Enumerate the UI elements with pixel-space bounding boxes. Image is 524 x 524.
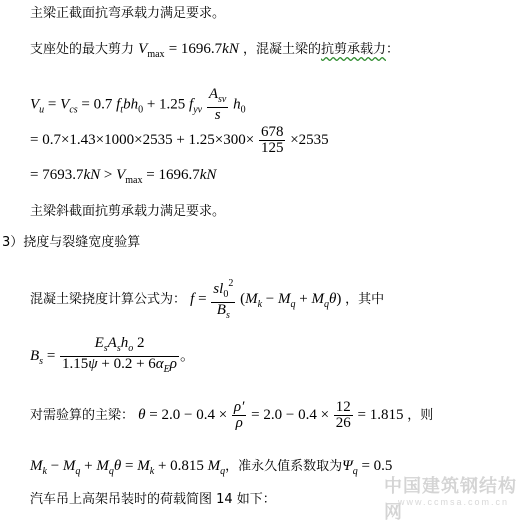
equation-stiffness-bs: $B_s$ = $\frac{E_sA_sh_o 2}{1.15\psi + 0.2 + 6\alpha_E\rho}$ 。 xyxy=(30,335,195,375)
text-deflection-formula: 混凝土梁挠度计算公式为： f = $\frac{sl_0^2}{B_s}$ $(M_k - M_q + M_q\theta)$ ，其中 xyxy=(30,278,385,321)
equation-shear-result: = $7693.7kN > V_{max} = 1696.7kN$ xyxy=(30,167,217,186)
text-flexure-ok: 主梁正截面抗弯承载力满足要求。 xyxy=(30,6,226,21)
text-load-diagram-caption: 汽车吊上高架吊装时的荷载简图 14 如下： xyxy=(30,492,276,507)
equation-shear-substitution: = 0.7×1.43×1000×2535 + 1.25×300× $\frac{678}{125}$ ×2535 xyxy=(30,124,329,156)
text-shear-ok: 主梁斜截面抗剪承载力满足要求。 xyxy=(30,204,226,219)
watermark-url: www.ccmsa.com.cn xyxy=(398,497,510,507)
watermark-cn: 中国建筑钢结构网 xyxy=(384,476,517,523)
equation-shear-capacity: $V_u = V_{cs} = 0.7$ $f_tbh_0 + 1.25$ $f_{yv}$ $\frac{A_{sv}}{s}$ $h_0$ xyxy=(30,86,246,123)
text-max-shear: 支座处的最大剪力 $V_{max} = 1696.7kN$ ，混凝土梁的抗剪承载力： xyxy=(30,41,400,60)
shear-capacity-term: 抗剪承载力 xyxy=(320,42,386,57)
section-heading-deflection: 3）挠度与裂缝宽度验算 xyxy=(2,235,141,250)
text-theta-calc: 对需验算的主梁： θ = 2.0 − 0.4 × $\frac{\rho'}{\rho}$ = 2.0 − 0.4 × $\frac{12}{26}$ = 1.815 ，则 xyxy=(30,399,434,431)
text-moment-combination: $M_k - M_q + M_q\theta = M_k + 0.815$ $M_q$，准永久值系数取为$\Psi_q = 0.5$ xyxy=(30,458,393,477)
